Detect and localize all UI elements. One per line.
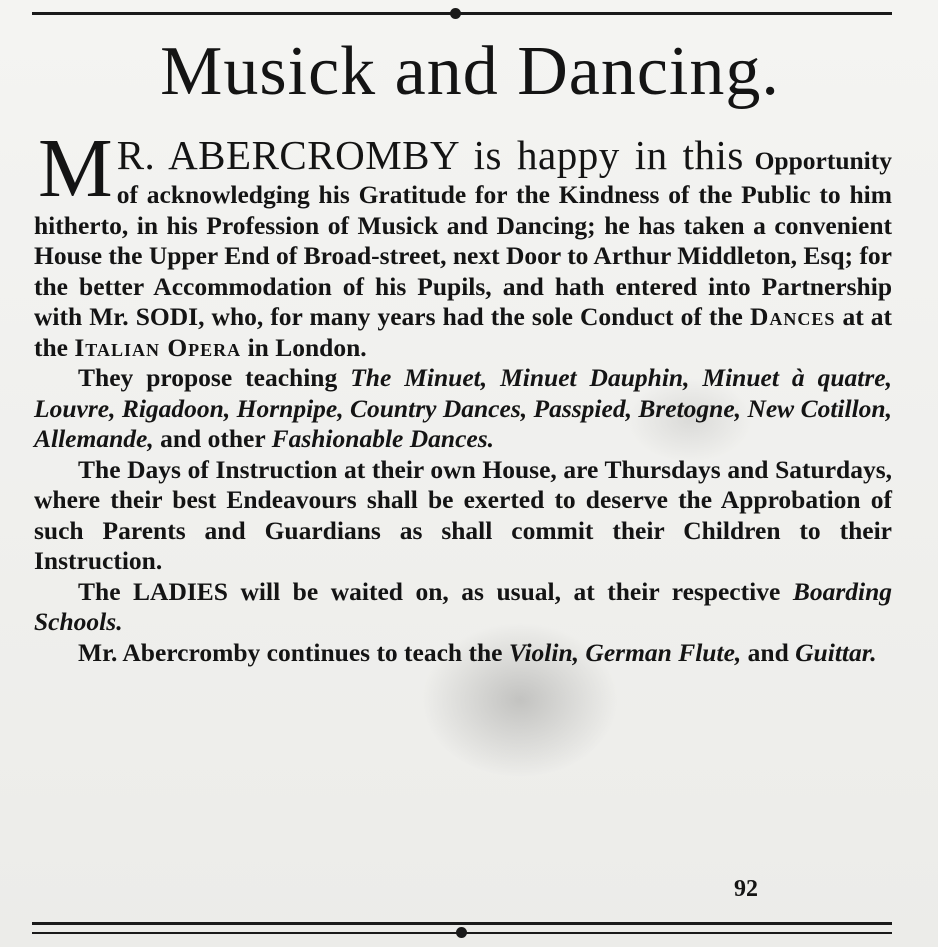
paragraph-5 [34,638,892,669]
paragraph-2 [34,363,892,455]
advert-heading: Musick and Dancing. [160,33,780,110]
instrument-list: Violin, German Flute, [508,637,742,667]
paragraph-5-end: Guittar. [795,637,877,667]
lead-text: R. ABERCROMBY is happy in this [116,132,744,178]
paragraph-5-and: and [747,637,789,667]
dance-list: The Minuet, Minuet Dauphin, Minuet à quatre, Louvre, Rigadoon, Hornpipe, Country Dances, Passpied, Bretogne, New Cotillon, Allemande, [34,363,892,453]
paragraph-4-start: The LADIES will be waited on, as usual, at their respective [78,576,781,606]
top-rule-ornament [450,8,461,19]
issue-number: 92 [734,876,758,902]
paragraph-1-end: in London. [247,332,367,362]
paragraph-2-end: Fashionable Dances. [271,424,495,453]
paragraph-3: The Days of Instruction at their own House, are Thursdays and Saturdays, where their best Endeavours shall be exerted to deserve the Approbation of such Parents and Guardians as shall commit their Children to their Instruction. [34,454,892,575]
paragraph-5-start: Mr. Abercromby continues to teach the [78,637,503,667]
dances-caps: Dances [749,302,836,331]
paragraph-2-and: and other [160,424,266,453]
drop-cap: M [38,122,113,215]
paragraph-1-text: Opportunity of acknowledging his Gratitude for the Kindness of the Public to him hitherto, in his Profession of Musick and Dancing; he has taken a convenient House the Upper End of Broad-street, next Door to Arthur Middleton, Esq; for the better Accommodation of his Pupils, and hath entered into Partnership with Mr. SODI, who, for many years had the sole Conduct of the [34,146,893,331]
paragraph-1-mid: at at the [34,302,893,362]
advert-body [34,122,893,668]
paragraph-1 [34,122,893,363]
italian-opera-caps: Italian Opera [74,332,242,362]
paragraph-2-start: They propose teaching [78,363,338,392]
bottom-rule-ornament [456,927,467,938]
top-rule [32,12,892,15]
bottom-rule [32,922,892,925]
boarding-schools: Boarding Schools. [34,576,893,636]
paragraph-4 [34,577,892,638]
